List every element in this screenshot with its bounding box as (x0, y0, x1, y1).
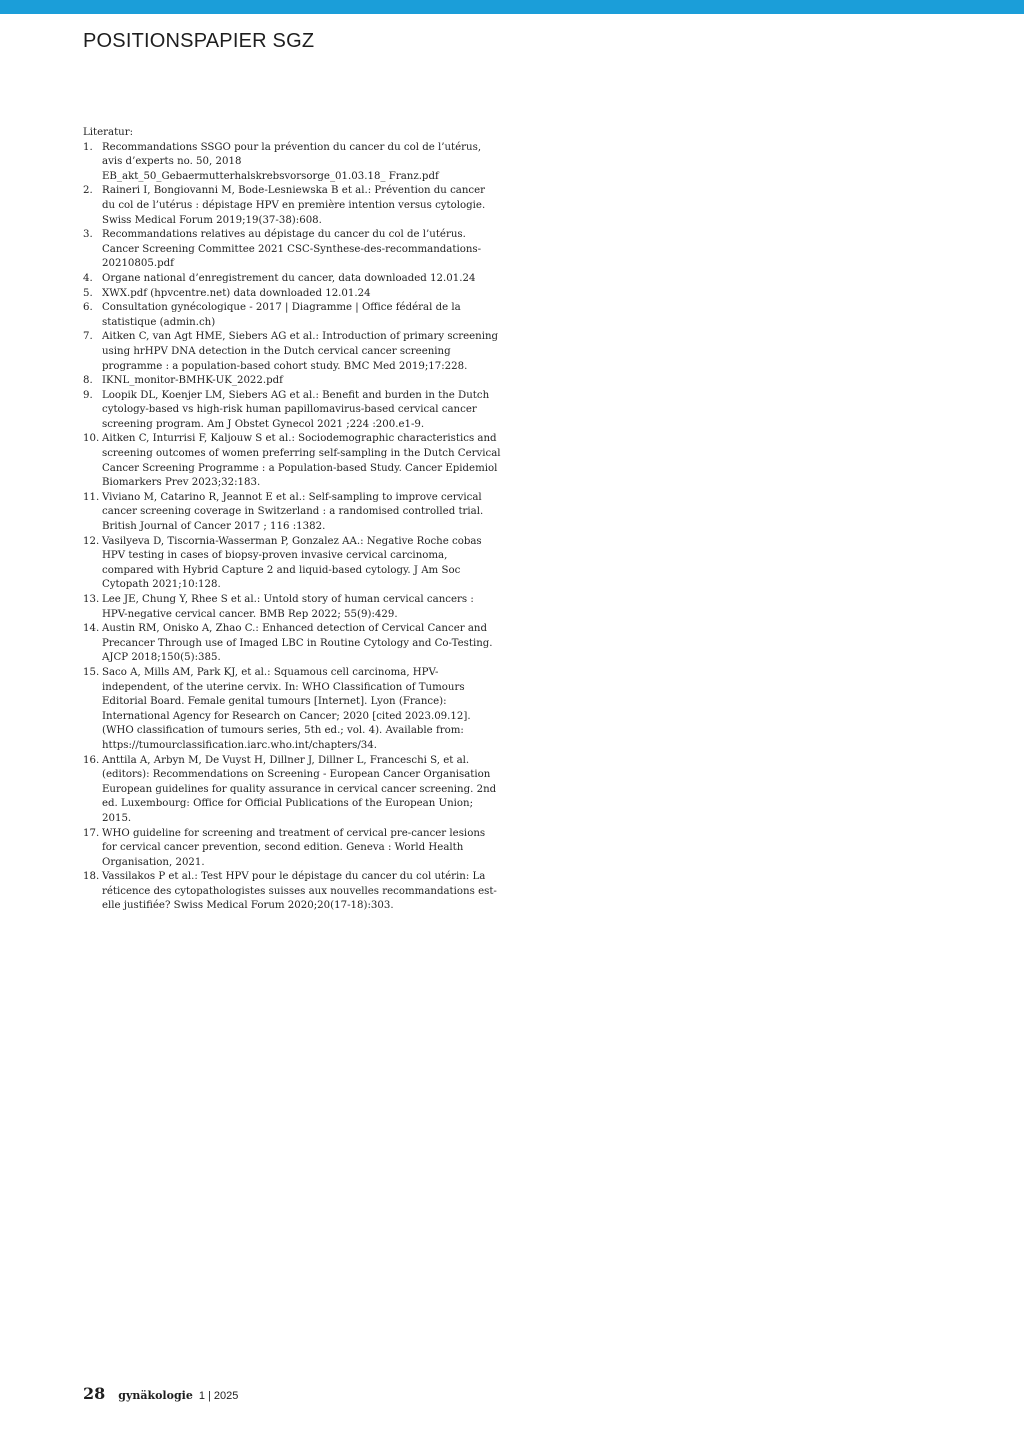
reference-text: IKNL_monitor-BMHK-UK_2022.pdf (102, 375, 283, 387)
reference-text: Raineri I, Bongiovanni M, Bode-Lesniewska B et al.: Prévention du cancer du col de l’utérus : dépistage HPV en première intention versus cytologie. Swiss Medical Forum 2019;19(37-38):608. (102, 185, 486, 226)
reference-text: Consultation gynécologique - 2017 | Diagramme | Office fédéral de la statistique (admin.ch) (102, 302, 461, 328)
references-heading: Literatur: (83, 127, 134, 138)
reference-text: WHO guideline for screening and treatment of cervical pre-cancer lesions for cervical cancer prevention, second edition. Geneva : World Health Organisation, 2021. (102, 827, 486, 868)
reference-number: 7. (83, 331, 93, 343)
reference-number: 5. (83, 287, 93, 299)
reference-number: 18. (83, 871, 100, 883)
reference-item (83, 491, 501, 535)
reference-item (83, 535, 501, 593)
reference-text: Vassilakos P et al.: Test HPV pour le dépistage du cancer du col utérin: La réticence des cytopathologistes suisses aux nouvelles recommandations est-elle justifiée? Swiss Medical Forum 2020;20(17-18):303. (102, 871, 497, 912)
reference-text: Anttila A, Arbyn M, De Vuyst H, Dillner J, Dillner L, Franceschi S, et al. (editors): Recommendations on Screening - European Cancer Organisation European guidelines for quality assurance in cervical cancer screening. 2nd ed. Luxembourg: Office for Official Publications of the European Union; 2015. (102, 754, 497, 824)
reference-text: Recommandations relatives au dépistage du cancer du col de l’utérus. Cancer Screening Committee 2021 CSC-Synthese-des-recommandations-20210805.pdf (102, 229, 482, 270)
reference-item (83, 374, 501, 389)
reference-number: 3. (83, 229, 93, 241)
reference-text: Aitken C, Inturrisi F, Kaljouw S et al.: Sociodemographic characteristics and screening outcomes of women preferring self-sampling in the Dutch Cervical Cancer Screening Programme : a Population-based Study. Cancer Epidemiol Biomarkers Prev 2023;32:183. (102, 433, 501, 489)
reference-item (83, 389, 501, 433)
page-header-title: POSITIONSPAPIER SGZ (83, 30, 315, 52)
reference-text: Lee JE, Chung Y, Rhee S et al.: Untold story of human cervical cancers : HPV-negative cervical cancer. BMB Rep 2022; 55(9):429. (102, 594, 474, 620)
reference-item (83, 272, 501, 287)
reference-item (83, 827, 501, 871)
reference-number: 11. (83, 491, 100, 503)
reference-number: 14. (83, 623, 100, 635)
header-accent-bar (0, 0, 1024, 14)
reference-number: 1. (83, 141, 93, 153)
reference-number: 15. (83, 666, 100, 678)
references-list (83, 141, 501, 914)
reference-text: Recommandations SSGO pour la prévention du cancer du col de l’utérus, avis d’experts no. 50, 2018 EB_akt_50_Gebaermutterhalskrebsvorsorge_01.03.18_ Franz.pdf (102, 141, 482, 182)
reference-item (83, 432, 501, 490)
reference-text: Organe national d’enregistrement du cancer, data downloaded 12.01.24 (102, 272, 476, 284)
reference-text: Vasilyeva D, Tiscornia-Wasserman P, Gonzalez AA.: Negative Roche cobas HPV testing in cases of biopsy-proven invasive cervical carcinoma, compared with Hybrid Capture 2 and liquid-based cytology. J Am Soc Cytopath 2021;10:128. (102, 535, 482, 591)
reference-number: 13. (83, 594, 100, 605)
reference-text: XWX.pdf (hpvcentre.net) data downloaded 12.01.24 (102, 287, 371, 299)
reference-item (83, 622, 501, 666)
reference-item (83, 287, 501, 302)
reference-text: Saco A, Mills AM, Park KJ, et al.: Squamous cell carcinoma, HPV-independent, of the uterine cervix. In: WHO Classification of Tumours Editorial Board. Female genital tumours [Internet]. Lyon (France): International Agency for Research on Cancer; 2020 [cited 2023.09.12]. (WHO classification of tumours series, 5th ed.; vol. 4). Available from: https://tumourclassification.iarc.who.int/chapters/34. (102, 666, 471, 751)
reference-number: 2. (83, 185, 93, 197)
reference-item (83, 666, 501, 754)
reference-number: 17. (83, 827, 100, 839)
reference-item (83, 228, 501, 272)
reference-number: 10. (83, 433, 100, 445)
reference-item (83, 870, 501, 914)
references-section (83, 126, 501, 914)
reference-text: Aitken C, van Agt HME, Siebers AG et al.: Introduction of primary screening using hrHPV DNA detection in the Dutch cervical cancer screening programme : a population-based cohort study. BMC Med 2019;17:228. (102, 331, 499, 372)
reference-number: 6. (83, 302, 93, 314)
reference-item (83, 754, 501, 827)
reference-item (83, 593, 501, 622)
reference-text: Loopik DL, Koenjer LM, Siebers AG et al.: Benefit and burden in the Dutch cytology-based vs high-risk human papillomavirus-based cervical cancer screening program. Am J Obstet Gynecol 2021 ;224 :200.e1-9. (102, 389, 490, 430)
issue-info: 1 | 2025 (198, 1390, 239, 1402)
reference-number: 16. (83, 754, 100, 766)
reference-item (83, 141, 501, 185)
reference-number: 12. (83, 535, 100, 547)
journal-name: gynäkologie (118, 1389, 193, 1402)
reference-text: Viviano M, Catarino R, Jeannot E et al.: Self-sampling to improve cervical cancer screening coverage in Switzerland : a randomised controlled trial. British Journal of Cancer 2017 ; 116 :1382. (102, 491, 484, 533)
page-number: 28 (83, 1384, 106, 1403)
reference-item (83, 330, 501, 374)
reference-number: 9. (83, 389, 93, 401)
reference-number: 8. (83, 375, 93, 387)
reference-item (83, 301, 501, 330)
reference-number: 4. (83, 272, 93, 284)
reference-item (83, 184, 501, 228)
reference-text: Austin RM, Onisko A, Zhao C.: Enhanced detection of Cervical Cancer and Precancer Through use of Imaged LBC in Routine Cytology and Co-Testing. AJCP 2018;150(5):385. (102, 623, 493, 664)
page-footer (83, 1384, 238, 1403)
